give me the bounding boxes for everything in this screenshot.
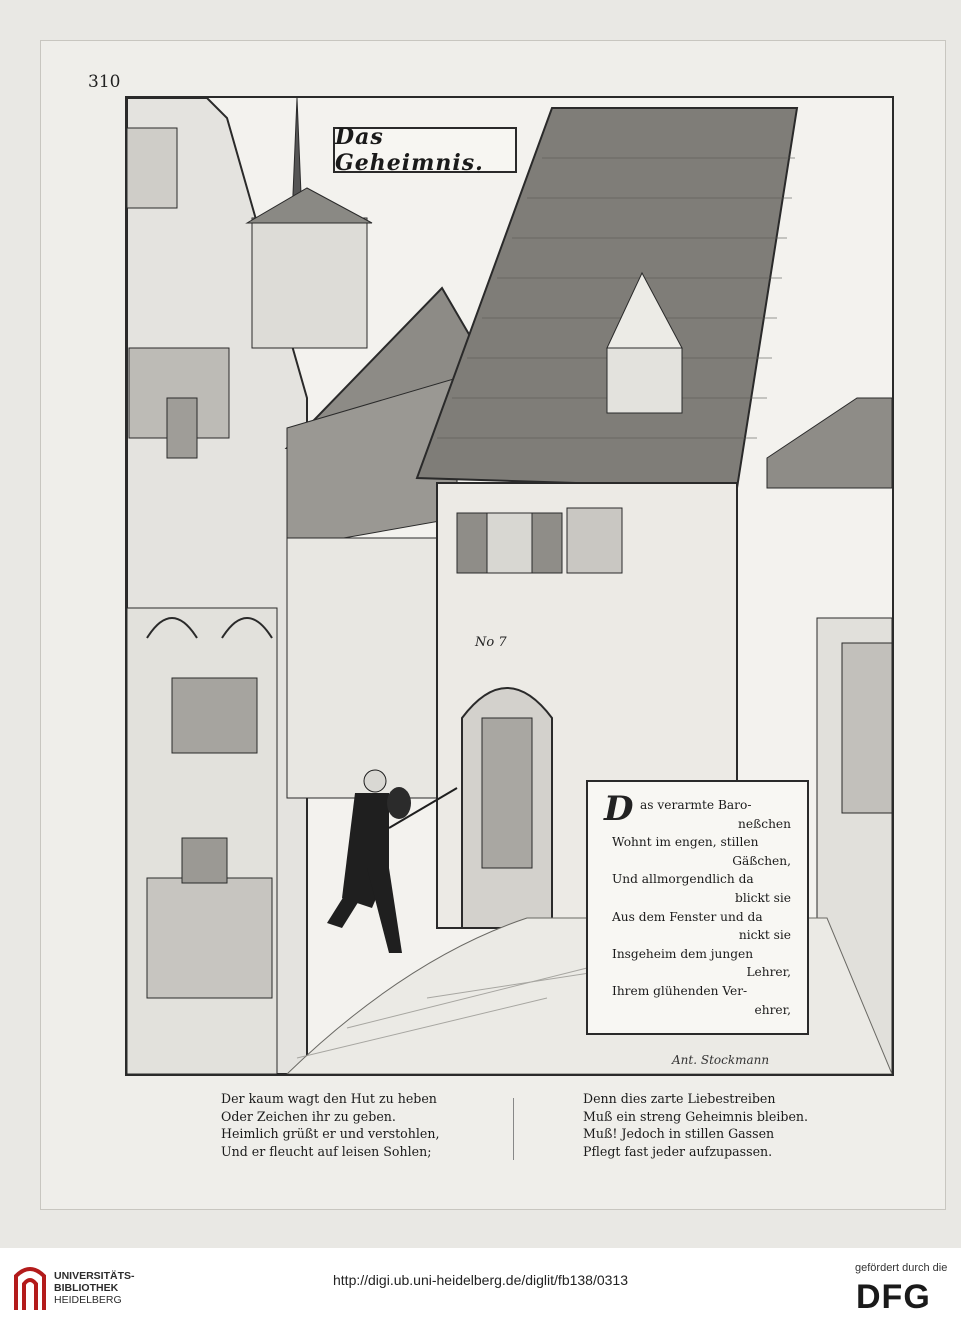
column-divider (513, 1098, 514, 1160)
verse-line: Lehrer, (746, 965, 791, 980)
stanza-left (221, 1090, 439, 1160)
verse-panel (586, 780, 809, 1035)
verse-line: Insgeheim dem jungen (612, 946, 754, 961)
stanza-line: Und er fleucht auf leisen Sohlen; (221, 1143, 432, 1159)
page-number: 310 (88, 72, 121, 92)
artist-signature: Ant. Stockmann (672, 1053, 770, 1067)
verse-line: as verarmte Baro- (640, 798, 752, 812)
bottom-verses (0, 1090, 961, 1170)
library-line-2: BIBLIOTHEK (54, 1282, 119, 1294)
dfg-logo[interactable]: DFG (856, 1278, 931, 1316)
library-line-1: UNIVERSITÄTS- (54, 1270, 135, 1282)
verse-line: Gäßchen, (732, 853, 791, 868)
stanza-line: Der kaum wagt den Hut zu heben (221, 1091, 437, 1106)
stanza-line: Muß! Jedoch in stillen Gassen (583, 1126, 775, 1142)
drop-cap-letter: D (604, 789, 634, 829)
stanza-line: Oder Zeichen ihr zu geben. (221, 1108, 396, 1124)
university-library-logo-icon (12, 1262, 48, 1314)
stanza-line: Denn dies zarte Liebestreiben (583, 1091, 776, 1106)
verse-line: Und allmorgendlich da (612, 872, 754, 887)
verse-line: Wohnt im engen, stillen (612, 835, 759, 850)
verse-line: Aus dem Fenster und da (612, 909, 763, 924)
funding-note: gefördert durch die (855, 1262, 948, 1274)
verse-line: nickt sie (738, 928, 791, 943)
library-line-3: HEIDELBERG (54, 1294, 122, 1306)
page-title: Das Geheimnis. (333, 127, 517, 173)
stanza-line: Muß ein streng Geheimnis bleiben. (583, 1108, 809, 1124)
stanza-right (583, 1090, 808, 1160)
house-number-label: No 7 (475, 635, 507, 650)
verse-line: neßchen (738, 816, 791, 831)
stanza-line: Pflegt fast jeder aufzupassen. (583, 1143, 773, 1159)
verse-line: ehrer, (754, 1002, 791, 1017)
verse-line: Ihrem glühenden Ver- (612, 983, 748, 998)
stanza-line: Heimlich grüßt er und verstohlen, (221, 1126, 440, 1142)
permalink-url[interactable]: http://digi.ub.uni-heidelberg.de/diglit/fb138/0313 (333, 1272, 628, 1288)
verse-line: blickt sie (735, 890, 791, 905)
